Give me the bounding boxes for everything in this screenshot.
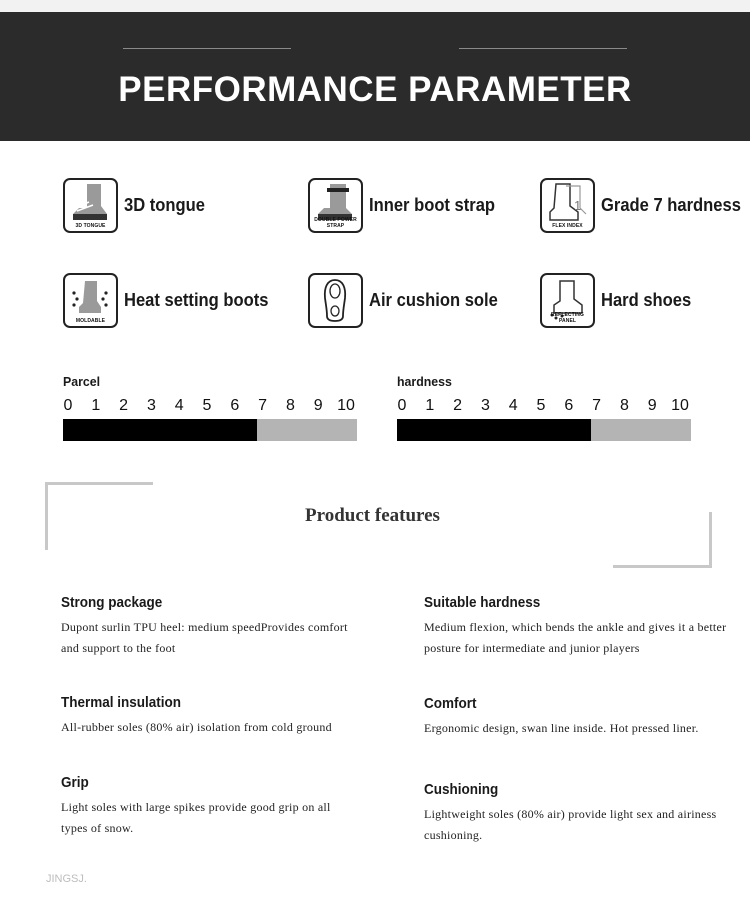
flex-index-icon xyxy=(540,178,595,233)
feature-grade-7-hardness xyxy=(540,178,750,233)
banner-rule-left xyxy=(123,48,291,49)
feature-hard-shoes xyxy=(540,273,699,328)
reflecting-boot-icon xyxy=(540,273,595,328)
feature-air-cushion-sole xyxy=(308,273,509,328)
boot-strap-icon xyxy=(308,178,363,233)
scale-bar xyxy=(63,419,357,441)
scale-tick-label: 1 xyxy=(425,397,435,414)
scale-tick-label: 0 xyxy=(397,397,407,414)
scale-tick-label: 7 xyxy=(258,397,268,414)
feature-item-title: Strong package xyxy=(61,594,163,611)
feature-item xyxy=(424,695,746,739)
scale-hardness xyxy=(397,374,691,441)
feature-item-title: Cushioning xyxy=(424,781,499,798)
svg-text:1: 1 xyxy=(574,198,582,213)
scale-ticks xyxy=(397,397,691,419)
feature-3d-tongue xyxy=(63,178,212,233)
feature-item-title: Comfort xyxy=(424,695,477,712)
feature-item-title: Suitable hardness xyxy=(424,594,541,611)
scale-name: hardness xyxy=(397,374,452,389)
feature-label: Heat setting boots xyxy=(124,290,269,310)
feature-label: Air cushion sole xyxy=(369,290,498,310)
scale-fill xyxy=(63,419,257,441)
scale-tick-label: 9 xyxy=(647,397,657,414)
watermark: JINGSJ. xyxy=(46,873,87,885)
feature-item-description: All-rubber soles (80% air) isolation from cold ground xyxy=(61,720,332,734)
scale-fill xyxy=(397,419,591,441)
feature-item-description: Lightweight soles (80% air) provide light sex and airiness cushioning. xyxy=(424,807,717,842)
scale-tick-label: 3 xyxy=(146,397,156,414)
feature-item-description: Medium flexion, which bends the ankle and gives it a better posture for intermediate and junior players xyxy=(424,620,727,655)
scale-tick-label: 5 xyxy=(536,397,546,414)
scale-tick-label: 2 xyxy=(453,397,463,414)
scale-tick-label: 6 xyxy=(230,397,240,414)
moldable-boot-icon xyxy=(63,273,118,328)
feature-caption: FLEX INDEX xyxy=(552,223,583,229)
feature-label: 3D tongue xyxy=(124,195,205,215)
sole-icon xyxy=(308,273,363,328)
scale-tick-label: 8 xyxy=(285,397,295,414)
scale-tick-label: 3 xyxy=(480,397,490,414)
feature-item xyxy=(61,694,401,738)
scale-tick-label: 5 xyxy=(202,397,212,414)
feature-inner-boot-strap xyxy=(308,178,506,233)
scale-bar xyxy=(397,419,691,441)
feature-heat-setting-boots xyxy=(63,273,281,328)
top-strip xyxy=(0,0,750,12)
feature-item xyxy=(424,594,744,659)
feature-label: Hard shoes xyxy=(601,290,692,310)
feature-label: Grade 7 hardness xyxy=(601,195,741,215)
scale-tick-label: 4 xyxy=(174,397,184,414)
scale-tick-label: 10 xyxy=(337,397,355,414)
scale-name: Parcel xyxy=(63,374,101,389)
feature-caption: MOLDABLE xyxy=(75,318,106,324)
scale-tick-label: 7 xyxy=(592,397,602,414)
section-title: Product features xyxy=(305,505,440,526)
feature-caption: REFLECTING PANEL xyxy=(551,312,584,324)
page-title: PERFORMANCE PARAMETER xyxy=(118,70,632,109)
scale-tick-label: 6 xyxy=(564,397,574,414)
feature-item-description: Light soles with large spikes provide good grip on all types of snow. xyxy=(61,800,331,835)
feature-item-description: Dupont surlin TPU heel: medium speedProvides comfort and support to the foot xyxy=(61,620,348,655)
feature-item-title: Thermal insulation xyxy=(61,694,182,711)
feature-item-description: Ergonomic design, swan line inside. Hot pressed liner. xyxy=(424,721,699,735)
frame-corner-top-left xyxy=(45,482,153,485)
scale-tick-label: 1 xyxy=(91,397,101,414)
banner-rule-right xyxy=(459,48,627,49)
scale-tick-label: 2 xyxy=(119,397,129,414)
scale-tick-label: 0 xyxy=(63,397,73,414)
feature-caption: DOUBLE POWER STRAP xyxy=(314,217,357,229)
feature-item xyxy=(61,774,361,839)
feature-item xyxy=(61,594,391,659)
header-banner xyxy=(0,12,750,141)
scale-parcel xyxy=(63,374,357,441)
boot-tongue-icon xyxy=(63,178,118,233)
feature-label: Inner boot strap xyxy=(369,195,496,215)
frame-corner-bottom-right xyxy=(613,565,712,568)
feature-item-title: Grip xyxy=(61,774,89,791)
scale-tick-label: 4 xyxy=(508,397,518,414)
scale-tick-label: 8 xyxy=(619,397,629,414)
scale-tick-label: 10 xyxy=(671,397,689,414)
feature-item xyxy=(424,781,734,846)
scale-tick-label: 9 xyxy=(313,397,323,414)
feature-caption: 3D TONGUE xyxy=(75,223,106,229)
scale-ticks xyxy=(63,397,357,419)
